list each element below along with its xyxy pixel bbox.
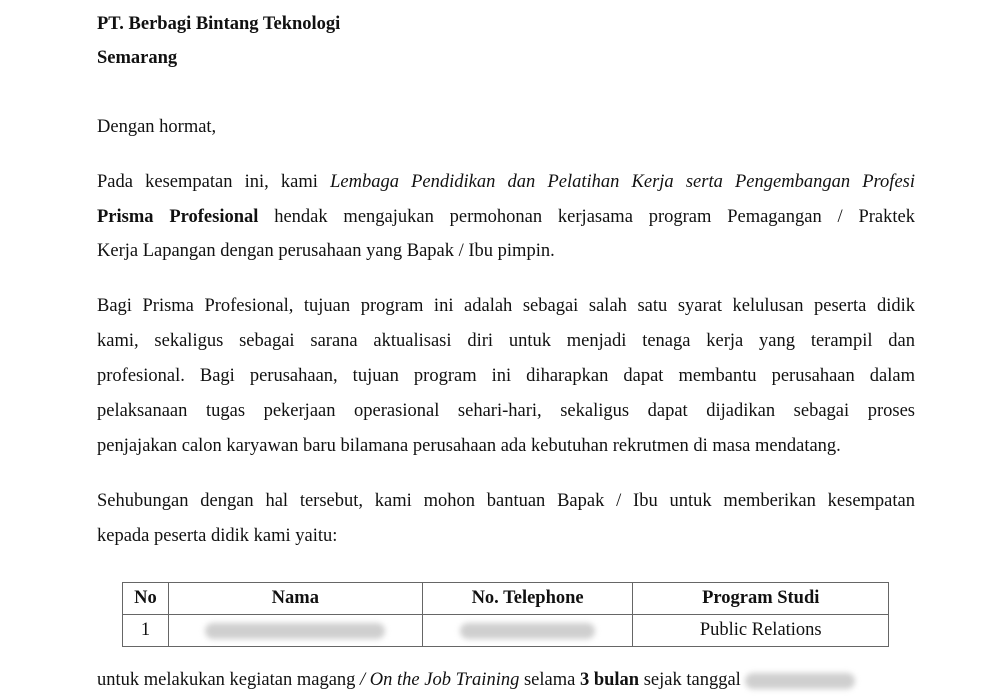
p4-text: selama — [519, 670, 580, 690]
paragraph2-line1: Bagi Prisma Profesional, tujuan program ini adalah sebagai salah satu syarat kelulusan peserta didik — [97, 296, 915, 316]
cell-nama — [168, 615, 422, 647]
recipient-city: Semarang — [97, 48, 178, 68]
cell-telephone — [422, 615, 633, 647]
p1-text: hendak mengajukan permohonan kerjasama program Pemagangan / Praktek — [258, 207, 915, 227]
cell-no: 1 — [123, 615, 169, 647]
p4-text: untuk melakukan kegiatan magang — [97, 670, 361, 690]
paragraph2-line5: penjajakan calon karyawan baru bilamana perusahaan ada kebutuhan rekrutmen di masa mendatang. — [97, 436, 841, 456]
header-no: No — [123, 583, 169, 615]
header-nama: Nama — [168, 583, 422, 615]
paragraph4-line1 — [97, 669, 855, 691]
p1-text: Pada kesempatan ini, kami — [97, 172, 331, 192]
participant-table — [122, 582, 889, 647]
paragraph1-line3: Kerja Lapangan dengan perusahaan yang Bapak / Ibu pimpin. — [97, 241, 555, 261]
redacted-telephone — [460, 623, 595, 639]
institution-short-name: Prisma Profesional — [97, 207, 259, 227]
paragraph3-line1: Sehubungan dengan hal tersebut, kami mohon bantuan Bapak / Ibu untuk memberikan kesempatan — [97, 491, 915, 511]
paragraph1-line2 — [97, 206, 915, 228]
duration-bold: 3 bulan — [579, 670, 640, 690]
header-telephone: No. Telephone — [422, 583, 633, 615]
paragraph2-line4: pelaksanaan tugas pekerjaan operasional sehari-hari, sekaligus dapat dijadikan sebagai proses — [97, 401, 915, 421]
redacted-name — [205, 623, 385, 639]
paragraph2-line2: kami, sekaligus sebagai sarana aktualisasi diri untuk menjadi tenaga kerja yang terampil dan — [97, 331, 915, 351]
p4-text: sejak tanggal — [639, 670, 746, 690]
table-row — [123, 615, 889, 647]
paragraph1-line1 — [97, 171, 915, 193]
recipient-company: PT. Berbagi Bintang Teknologi — [97, 14, 341, 34]
ojt-italic: / On the Job Training — [360, 670, 520, 690]
redacted-date — [745, 673, 855, 689]
paragraph2-line3: profesional. Bagi perusahaan, tujuan program ini diharapkan dapat membantu perusahaan dalam — [97, 366, 915, 386]
institution-name-italic: Lembaga Pendidikan dan Pelatihan Kerja serta Pengembangan Profesi — [330, 172, 915, 192]
cell-program: Public Relations — [633, 615, 889, 647]
paragraph3-line2: kepada peserta didik kami yaitu: — [97, 526, 338, 546]
header-program: Program Studi — [633, 583, 889, 615]
salutation: Dengan hormat, — [97, 117, 217, 137]
table-header-row — [123, 583, 889, 615]
